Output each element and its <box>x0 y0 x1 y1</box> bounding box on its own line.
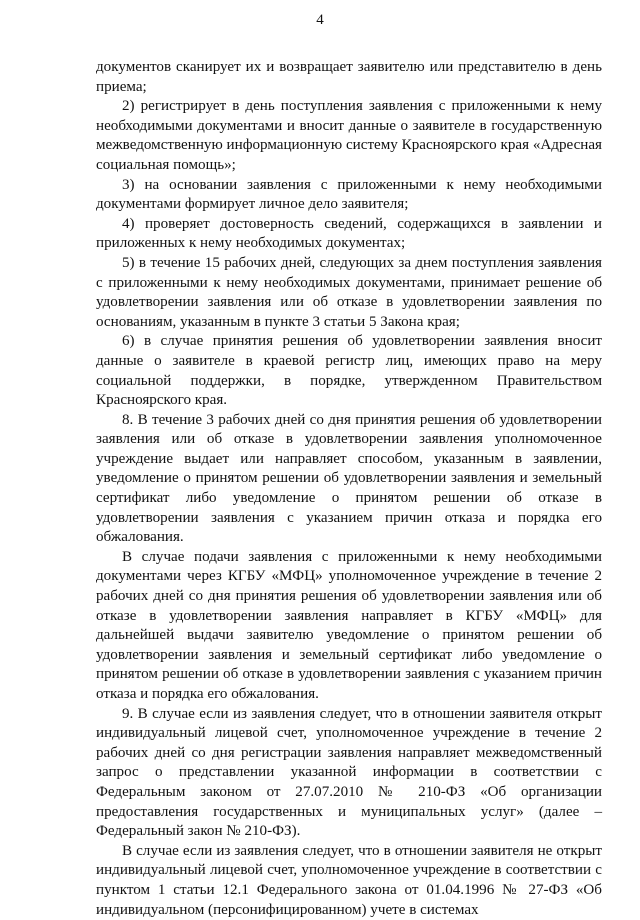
document-body <box>96 58 602 920</box>
paragraph-continuation: документов сканирует их и возвращает заявителю или представителю в день приема; <box>96 59 602 95</box>
paragraph-mfc: В случае подачи заявления с приложенными к нему необходимыми документами через КГБУ «МФЦ» уполномоченное учреждение в течение 2 рабочих дней со дня принятия решения об удовлетворении заявления или об отказе в удовлетворении заявления направляет в КГБУ «МФЦ» для дальнейшей выдачи заявителю уведомление о принятом решении об удовлетворении заявления и земельный сертификат либо уведомление о принятом решении об отказе в удовлетворении заявления с указанием причин отказа и порядка его обжалования. <box>96 548 602 702</box>
paragraph-item-5: 5) в течение 15 рабочих дней, следующих за днем поступления заявления с приложенными к нему необходимых документами, принимает решение об удовлетворении заявления или об отказе в удовлетворении заявления по основаниям, указанным в пункте 3 статьи 5 Закона края; <box>96 254 602 330</box>
paragraph-item-2: 2) регистрирует в день поступления заявления с приложенными к нему необходимыми документами и вносит данные о заявителе в государственную межведомственную информационную систему Красноярского края «Адресная социальная помощь»; <box>96 98 602 173</box>
paragraph-no-account: В случае если из заявления следует, что в отношении заявителя не открыт индивидуальный лицевой счет, уполномоченное учреждение в соответствии с пунктом 1 статьи 12.1 Федерального закона от 01.04.1996 № 27-ФЗ «Об индивидуальном (персонифицированном) учете в системах <box>96 842 602 918</box>
paragraph-item-6: 6) в случае принятия решения об удовлетворении заявления вносит данные о заявителе в краевой регистр лиц, имеющих право на меру социальной поддержки, в порядке, утвержденном Правительством Красноярского края. <box>96 333 602 409</box>
paragraph-section-8: 8. В течение 3 рабочих дней со дня принятия решения об удовлетворении заявления или об отказе в удовлетворении заявления уполномоченное учреждение выдает или направляет способом, указанным в заявлении, уведомление о принятом решении об удовлетворении заявления и земельный сертификат либо уведомление о принятом решении об отказе в удовлетворении заявления с указанием причин отказа и порядка его обжалования. <box>96 411 602 546</box>
paragraph-item-4: 4) проверяет достоверность сведений, содержащихся в заявлении и приложенных к нему необходимых документах; <box>96 215 602 252</box>
page-number: 4 <box>316 12 324 28</box>
paragraph-item-3: 3) на основании заявления с приложенными к нему необходимыми документами формирует личное дело заявителя; <box>96 176 602 213</box>
paragraph-section-9: 9. В случае если из заявления следует, что в отношении заявителя открыт индивидуальный лицевой счет, уполномоченное учреждение в течение 2 рабочих дней со дня регистрации заявления направляет межведомственный запрос о представлении указанной информации в соответствии с Федеральным законом от 27.07.2010 № 210-ФЗ «Об организации предоставления государственных и муниципальных услуг» (далее – Федеральный закон № 210-ФЗ). <box>96 705 602 840</box>
